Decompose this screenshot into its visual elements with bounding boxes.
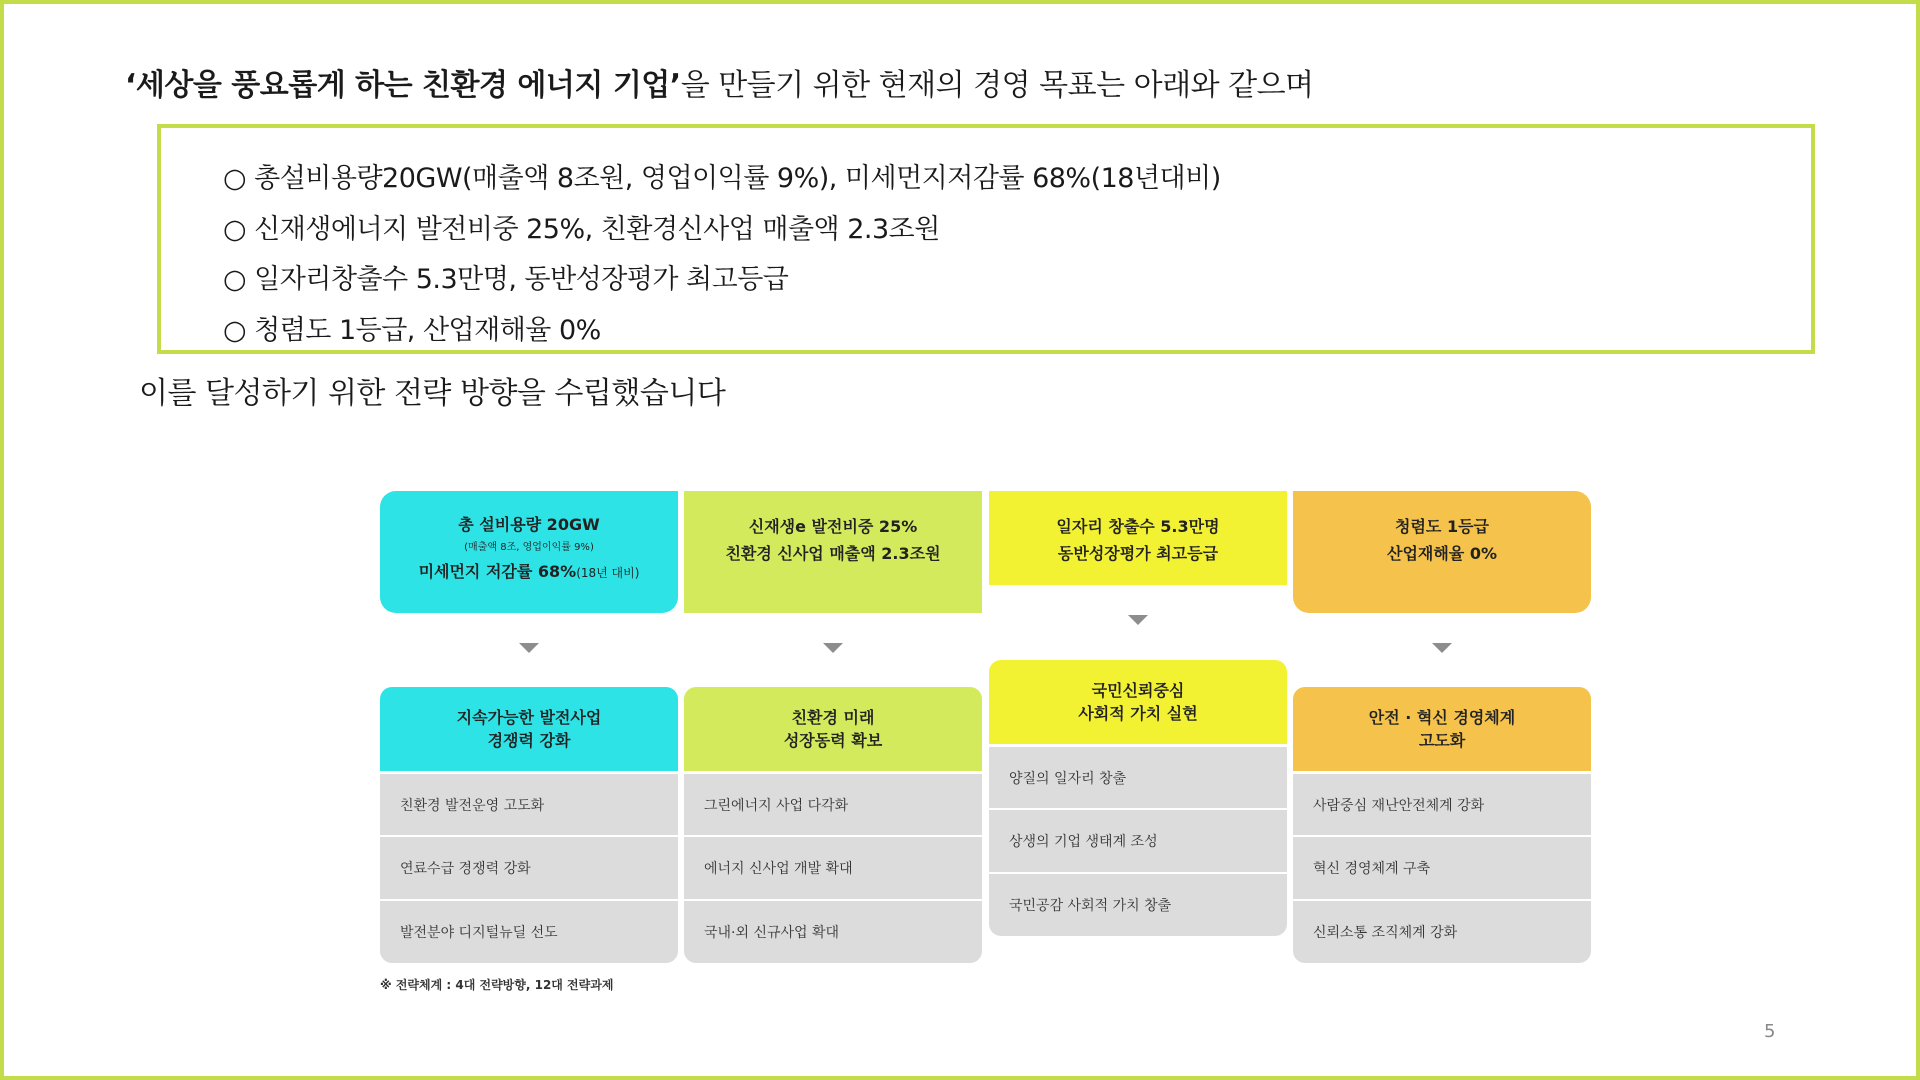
page-number: 5: [1764, 1021, 1776, 1042]
goal-card-line2: 산업재해율 0%: [1386, 544, 1497, 563]
strategy-heading-line2: 고도화: [1418, 731, 1466, 750]
footnote: ※ 전략체계 : 4대 전략방향, 12대 전략과제: [380, 978, 614, 992]
strategy-task: 그린에너지 사업 다각화: [684, 771, 982, 835]
strategy-block: [1293, 687, 1591, 963]
strategy-heading: [1293, 687, 1591, 771]
strategy-block: [989, 660, 1287, 936]
strategy-heading-line1: 친환경 미래: [791, 708, 875, 727]
headline: [125, 66, 1314, 106]
strategy-block: [380, 687, 678, 963]
strategy-heading-line1: 국민신뢰중심: [1091, 681, 1185, 700]
strategy-task: 연료수급 경쟁력 강화: [380, 835, 678, 899]
goal-card: [380, 491, 678, 613]
strategy-heading-line1: 지속가능한 발전사업: [456, 708, 602, 727]
down-arrow-icon: [823, 643, 843, 653]
headline-rest: 을 만들기 위한 현재의 경영 목표는 아래와 같으며: [680, 68, 1314, 103]
strategy-task: 사람중심 재난안전체계 강화: [1293, 771, 1591, 835]
strategy-task: 발전분야 디지털뉴딜 선도: [380, 899, 678, 963]
goal-card-line2: 친환경 신사업 매출액 2.3조원: [725, 544, 941, 563]
strategy-task: 친환경 발전운영 고도화: [380, 771, 678, 835]
strategy-heading-line2: 사회적 가치 실현: [1078, 704, 1198, 723]
goal-item: ○ 총설비용량20GW(매출액 8조원, 영업이익률 9%), 미세먼지저감률 68%(18년대비): [223, 163, 1221, 194]
goal-card-line1: 청렴도 1등급: [1395, 517, 1489, 536]
down-arrow-icon: [1128, 615, 1148, 625]
strategy-task: 양질의 일자리 창출: [989, 744, 1287, 808]
strategy-task: 혁신 경영체계 구축: [1293, 835, 1591, 899]
goal-item: ○ 신재생에너지 발전비중 25%, 친환경신사업 매출액 2.3조원: [223, 213, 940, 245]
strategy-task: 에너지 신사업 개발 확대: [684, 835, 982, 899]
goal-item: ○ 청렴도 1등급, 산업재해율 0%: [223, 314, 601, 346]
strategy-heading: [380, 687, 678, 771]
strategy-heading: [989, 660, 1287, 744]
down-arrow-icon: [519, 643, 539, 653]
down-arrow-icon: [1432, 643, 1452, 653]
goal-card-small: (매출액 8조, 영업이익률 9%): [464, 542, 594, 553]
goal-card: [989, 491, 1287, 585]
strategy-heading: [684, 687, 982, 771]
goal-card-line2: 미세먼지 저감률 68%: [418, 562, 577, 581]
strategy-task: 국내·외 신규사업 확대: [684, 899, 982, 963]
management-goals-box: [157, 124, 1815, 354]
strategy-task: 국민공감 사회적 가치 창출: [989, 872, 1287, 936]
strategy-task: 상생의 기업 생태계 조성: [989, 808, 1287, 872]
goal-card-line1: 일자리 창출수 5.3만명: [1056, 517, 1220, 536]
strategy-heading-line2: 성장동력 확보: [783, 731, 883, 750]
goal-card-line2: 동반성장평가 최고등급: [1057, 544, 1219, 563]
strategy-block: [684, 687, 982, 963]
goal-card-line2-note: (18년 대비): [576, 566, 640, 580]
goal-card-line1: 신재생e 발전비중 25%: [748, 517, 918, 536]
strategy-task: 신뢰소통 조직체계 강화: [1293, 899, 1591, 963]
goal-card: [684, 491, 982, 613]
goal-card-line1: 총 설비용량 20GW: [458, 515, 600, 534]
headline-bold: ‘세상을 풍요롭게 하는 친환경 에너지 기업’: [125, 68, 681, 103]
subheading: 이를 달성하기 위한 전략 방향을 수립했습니다: [139, 376, 726, 411]
goal-card: [1293, 491, 1591, 613]
strategy-heading-line1: 안전 · 혁신 경영체계: [1368, 708, 1516, 727]
strategy-heading-line2: 경쟁력 강화: [487, 731, 571, 750]
goal-item: ○ 일자리창출수 5.3만명, 동반성장평가 최고등급: [223, 264, 789, 295]
